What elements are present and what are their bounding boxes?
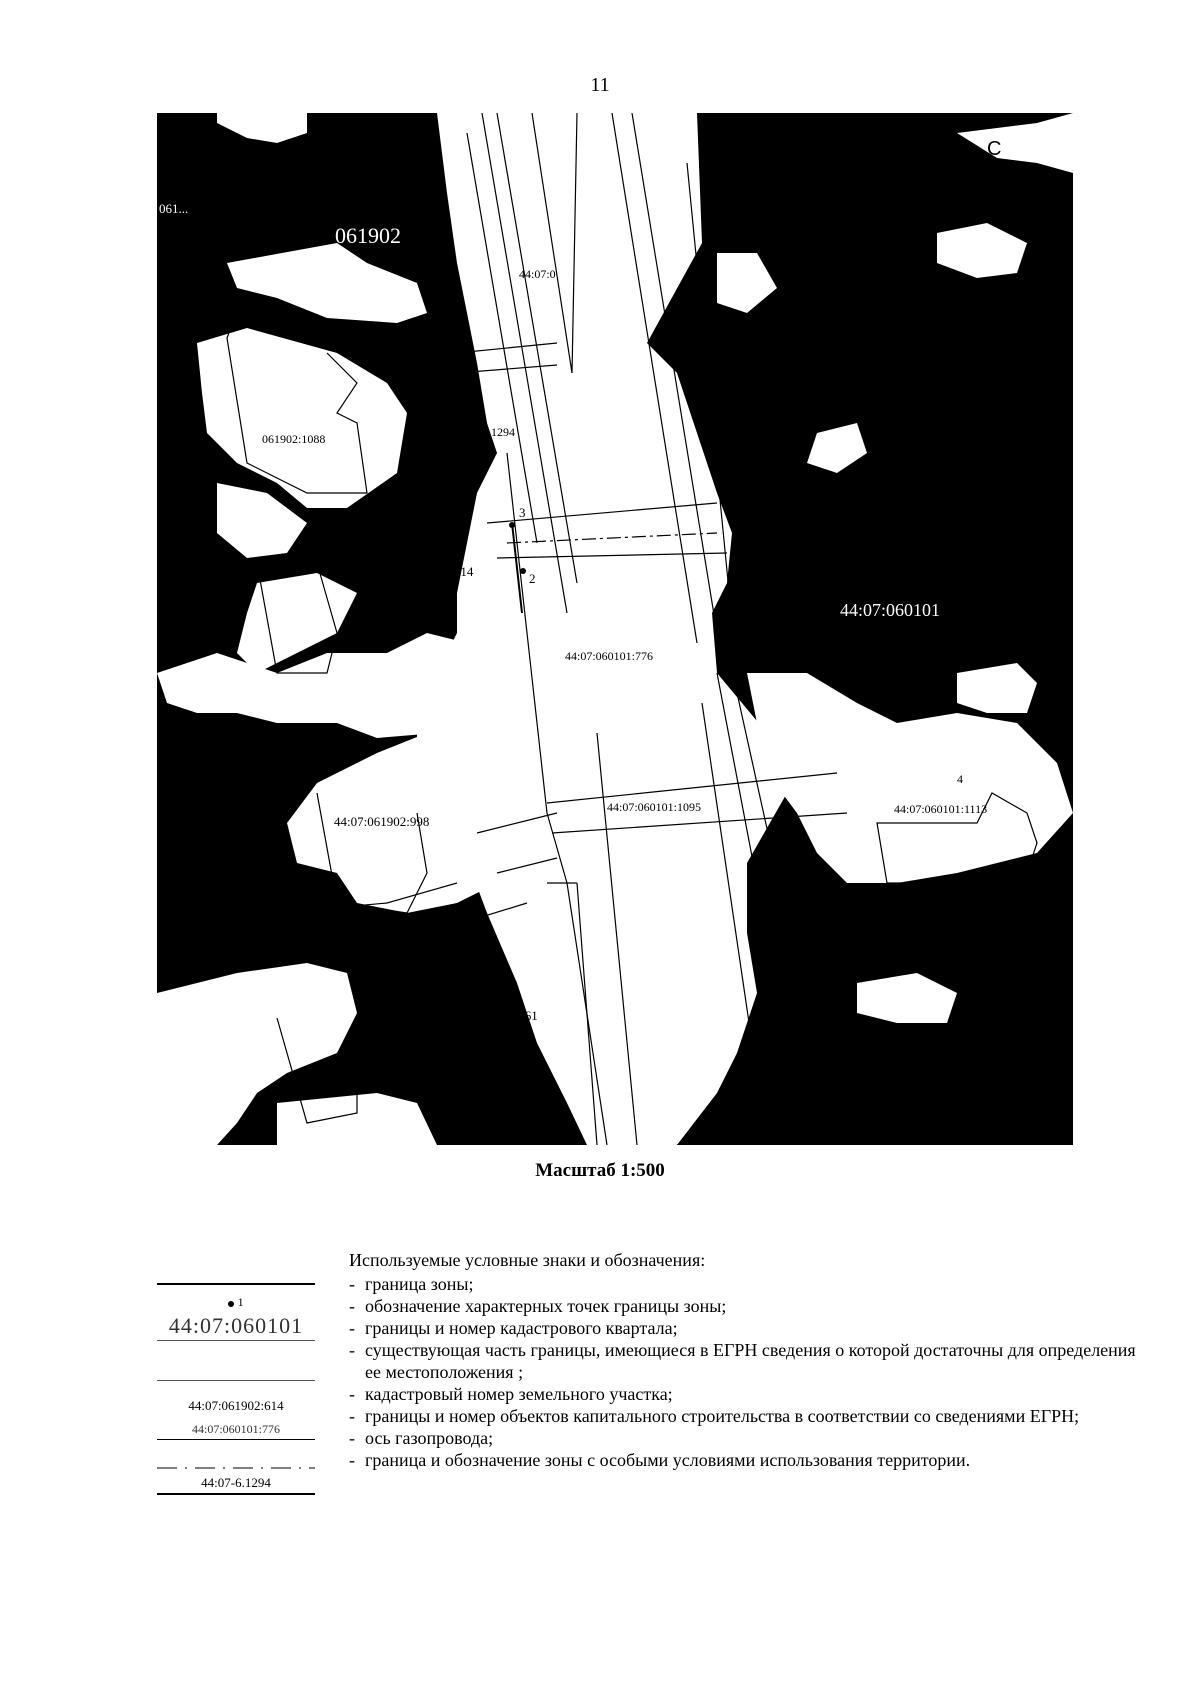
- label-parcel-61x: 7:061902:61: [472, 1008, 538, 1023]
- map-scale: Масштаб 1:500: [535, 1160, 665, 1181]
- legend-zone-underline: [157, 1493, 315, 1495]
- legend-item: - граница и обозначение зоны с особыми условиями использования территории.: [349, 1450, 971, 1470]
- label-parcel-613: 2:613: [337, 342, 365, 356]
- label-zone-6-1294: 4407-6.1294: [454, 425, 515, 439]
- label-building-1113: 44:07:060101:1113: [894, 802, 988, 816]
- legend-title: Используемые условные знаки и обозначения:: [349, 1250, 706, 1270]
- label-corner-c: C: [987, 138, 1002, 160]
- legend-item: - обозначение характерных точек границы зоны;: [349, 1296, 727, 1316]
- legend-symbol-point: [157, 1295, 315, 1311]
- legend-item: - границы и номер кадастрового квартала;: [349, 1318, 678, 1338]
- legend-item: - ось газопровода;: [349, 1428, 494, 1448]
- legend-symbol-zone-boundary: [157, 1283, 315, 1285]
- legend-point-dot: [228, 1301, 234, 1307]
- page-number: 11: [590, 74, 610, 96]
- map-clear-areas: [157, 113, 1073, 1145]
- label-building-1095: 44:07:060101:1095: [607, 800, 702, 814]
- legend-block-underline: [157, 1340, 315, 1341]
- label-block-060101: 44:07:060101: [840, 600, 941, 620]
- legend-symbol-gas-axis: [157, 1466, 315, 1470]
- legend-item: - кадастровый номер земельного участка;: [349, 1384, 673, 1404]
- legend-symbol-block: 44:07:060101: [168, 1313, 304, 1338]
- zone-point-3-label: 3: [519, 505, 526, 520]
- label-building-776: 44:07:060101:776: [565, 649, 654, 663]
- label-parcel-998: 44:07:061902:998: [334, 814, 430, 829]
- legend-symbol-zone: 44:07-6.1294: [201, 1475, 271, 1490]
- legend-building-underline: [157, 1439, 315, 1440]
- label-block-44-07-0: 44:07:0: [519, 267, 556, 281]
- cadastral-map: [157, 113, 1073, 1145]
- label-corner-4: 4: [957, 772, 963, 786]
- map-canvas: [157, 113, 1073, 1145]
- legend-symbol-building: 44:07:060101:776: [191, 1422, 280, 1436]
- zone-point-2: [520, 568, 526, 574]
- legend-item: - границы и номер объектов капитального строительства в соответствии со сведениями ЕГРН;: [349, 1406, 1080, 1426]
- label-parcel-1088: 061902:1088: [262, 432, 326, 446]
- label-block-left-edge: 061...: [159, 201, 189, 216]
- zone-point-2-label: 2: [529, 571, 536, 586]
- legend-symbol-parcel: 44:07:061902:614: [188, 1398, 284, 1413]
- legend-list: [349, 1273, 1139, 1471]
- legend-item: - существующая часть границы, имеющиеся в ЕГРН сведения о которой достаточны для определения ее местоположения ;: [349, 1340, 1136, 1382]
- legend-item: - граница зоны;: [349, 1274, 474, 1294]
- label-block-061902: 061902: [335, 223, 401, 248]
- label-corner-b: B: [1037, 262, 1048, 279]
- legend-symbol-existing-boundary: [157, 1380, 315, 1381]
- zone-point-3: [509, 522, 515, 528]
- label-parcel-614: 44:07:061902:614: [378, 564, 474, 579]
- legend-point-id: 1: [237, 1295, 244, 1309]
